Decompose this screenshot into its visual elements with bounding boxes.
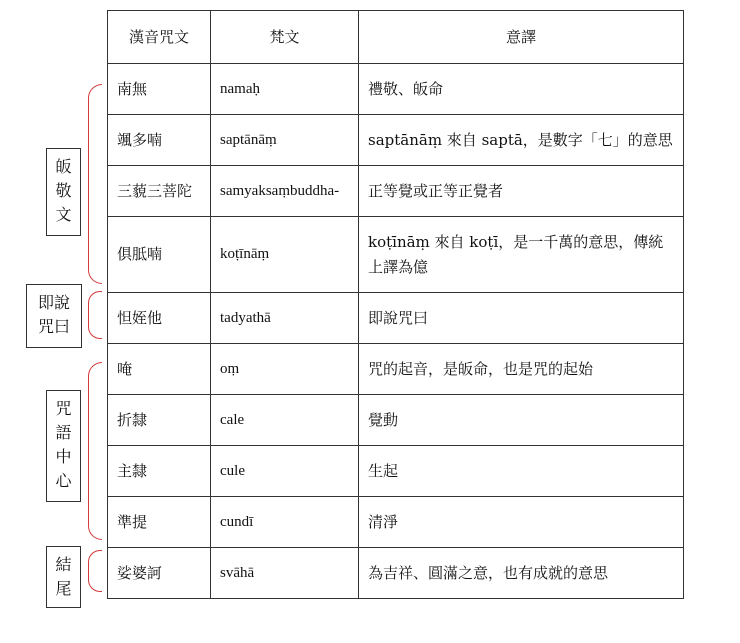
table-row [108, 64, 684, 115]
group-label-char: 文 [55, 205, 72, 224]
header-fanwen: 梵文 [211, 11, 359, 64]
table-row [108, 446, 684, 497]
cell-hanyin: 三藐三菩陀 [108, 166, 211, 217]
group-label-homage [46, 148, 81, 236]
group-bracket-mantra-intro [88, 291, 102, 339]
group-label-char: 咒 [55, 399, 72, 418]
cell-yiyi: koṭīnāṃ 來自 koṭī，是一千萬的意思，傳統上譯為億 [359, 217, 684, 293]
cell-hanyin: 怛姪他 [108, 293, 211, 344]
cell-hanyin: 娑婆訶 [108, 548, 211, 599]
cell-yiyi: 禮敬、皈命 [359, 64, 684, 115]
cell-hanyin: 南無 [108, 64, 211, 115]
group-label-char: 即說 [37, 293, 70, 312]
cell-yiyi: 即說咒曰 [359, 293, 684, 344]
cell-fanwen: tadyathā [211, 293, 359, 344]
group-label-char: 心 [55, 471, 72, 490]
header-yiyi: 意譯 [359, 11, 684, 64]
group-label-char: 皈 [55, 157, 72, 176]
cell-hanyin: 準提 [108, 497, 211, 548]
cell-fanwen: svāhā [211, 548, 359, 599]
table-row [108, 497, 684, 548]
group-label-mantra-core [46, 390, 81, 502]
group-label-char: 敬 [55, 181, 72, 200]
group-label-char: 結 [55, 555, 72, 574]
group-bracket-mantra-core [88, 362, 102, 540]
group-label-char: 語 [55, 423, 72, 442]
cell-yiyi: saptānāṃ 來自 saptā，是數字「七」的意思 [359, 115, 684, 166]
cell-fanwen: saptānāṃ [211, 115, 359, 166]
cell-hanyin: 颯多喃 [108, 115, 211, 166]
cell-yiyi: 生起 [359, 446, 684, 497]
cell-yiyi: 清淨 [359, 497, 684, 548]
cell-yiyi: 覺動 [359, 395, 684, 446]
table-row [108, 217, 684, 293]
cell-fanwen: cale [211, 395, 359, 446]
table-row [108, 166, 684, 217]
cell-fanwen: koṭīnāṃ [211, 217, 359, 293]
cell-hanyin: 唵 [108, 344, 211, 395]
table-row [108, 115, 684, 166]
table-row [108, 395, 684, 446]
group-bracket-ending [88, 550, 102, 592]
header-hanyin: 漢音咒文 [108, 11, 211, 64]
cell-fanwen: cule [211, 446, 359, 497]
mantra-table [107, 10, 684, 599]
table-header-row [108, 11, 684, 64]
cell-yiyi: 咒的起音，是皈命，也是咒的起始 [359, 344, 684, 395]
cell-fanwen: namaḥ [211, 64, 359, 115]
table-row [108, 344, 684, 395]
group-label-char: 咒曰 [37, 317, 70, 336]
table-row [108, 548, 684, 599]
group-label-char: 尾 [55, 579, 72, 598]
cell-yiyi: 為吉祥、圓滿之意，也有成就的意思 [359, 548, 684, 599]
cell-hanyin: 俱胝喃 [108, 217, 211, 293]
cell-fanwen: samyaksaṃbuddha- [211, 166, 359, 217]
cell-fanwen: oṃ [211, 344, 359, 395]
cell-hanyin: 折隸 [108, 395, 211, 446]
table-row [108, 293, 684, 344]
cell-hanyin: 主隸 [108, 446, 211, 497]
group-label-char: 中 [55, 447, 72, 466]
cell-yiyi: 正等覺或正等正覺者 [359, 166, 684, 217]
group-label-ending [46, 546, 81, 608]
cell-fanwen: cundī [211, 497, 359, 548]
group-bracket-homage [88, 84, 102, 284]
group-label-mantra-intro [26, 284, 82, 348]
